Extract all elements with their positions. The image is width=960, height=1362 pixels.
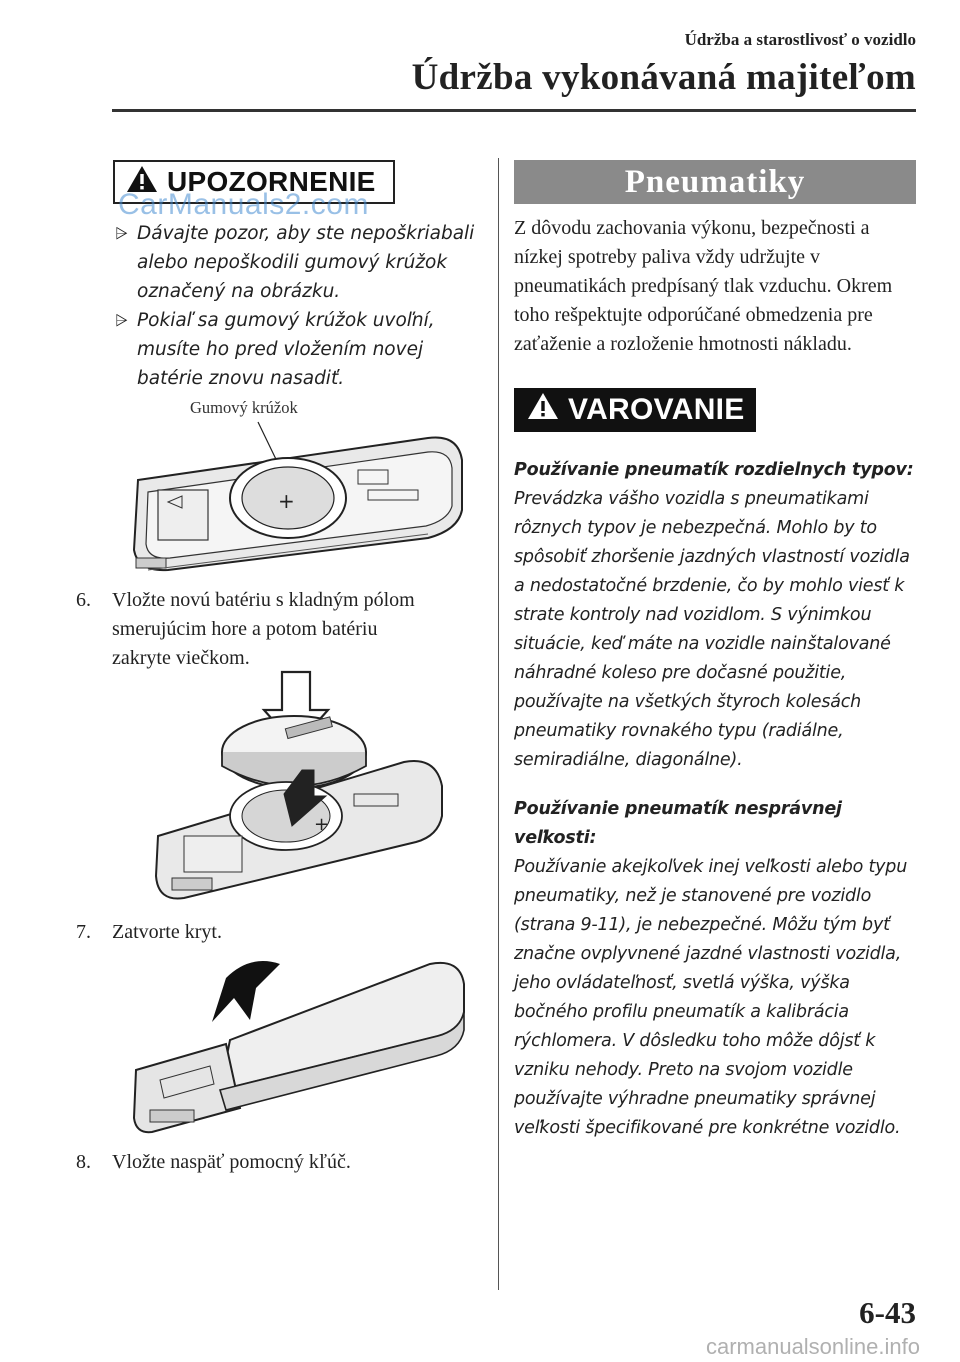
footer-watermark: carmanualsonline.info xyxy=(705,1334,920,1359)
warning-body-wrong-size: Používanie akejkoľvek inej veľkosti alebo typu pneumatiky, než je stanovené pre vozidlo (strana 9-11), je nebezpečné. Môžu tým byť značne ovplyvnené jazdné vlastnosti vozidla, jeho ovládateľnosť, svetlá výška, výška bočného profilu pneumatík a kalibrácia rýchlomera. V dôsledku toho môže dôjsť k vzniku nehody. Preto na svojom vozidle používajte výhradne pneumatiky správnej veľkosti špecifikované pre konkrétne vozidlo. xyxy=(514,857,908,1138)
warning-text xyxy=(514,456,919,1143)
caution-label: UPOZORNENIE xyxy=(167,166,376,197)
section-title: Údržba vykonávaná majiteľom xyxy=(411,57,916,98)
arrow-bullet-icon: ⩥ xyxy=(115,311,128,330)
caution-bullets xyxy=(115,219,490,393)
header-rule xyxy=(112,109,916,112)
svg-text:+: + xyxy=(314,814,330,835)
list-item: ⩥ Dávajte pozor, aby ste nepoškriabali alebo nepoškodili gumový krúžok označený na obrázku. xyxy=(115,219,490,306)
warning-heading-wrong-size: Používanie pneumatík nesprávnej veľkosti: xyxy=(514,799,842,848)
step-7: 7. Zatvorte kryt. xyxy=(76,921,222,943)
key-fob-close-cover-icon xyxy=(130,950,466,1142)
key-fob-open-battery-icon xyxy=(128,420,468,580)
warning-body-mixed-tires: Prevádzka vášho vozidla s pneumatikami rôznych typov je nebezpečná. Mohlo by to spôsobiť zhoršenie jazdných vlastností vozidla a nedostatočné brzdenie, čo by mohlo viesť k strate kontroly nad vozidlom. S výnimkou situácie, keď máte na vozidle nainštalované náhradné koleso pre dočasné použitie, používajte na všetkých štyroch kolesách pneumatiky rovnakého typu (radiálne, semiradiálne, diagonálne). xyxy=(514,489,910,770)
chapter-title: Údržba a starostlivosť o vozidlo xyxy=(684,30,916,49)
warning-heading-mixed-tires: Používanie pneumatík rozdielnych typov: xyxy=(514,460,914,480)
column-divider xyxy=(498,158,499,1290)
warning-badge xyxy=(514,388,756,432)
step-8: 8. Vložte naspäť pomocný kľúč. xyxy=(76,1151,351,1173)
list-item: ⩥ Pokiaľ sa gumový krúžok uvoľní, musíte ho pred vložením novej batérie znovu nasadiť. xyxy=(115,306,490,393)
figure-label-rubber-ring: Gumový krúžok xyxy=(190,398,298,417)
arrow-bullet-icon: ⩥ xyxy=(115,224,128,243)
warning-label: VAROVANIE xyxy=(568,393,745,426)
key-fob-battery-insert-icon xyxy=(154,666,454,912)
svg-text:+: + xyxy=(278,489,295,513)
watermark: CarManuals2.com xyxy=(118,188,369,221)
tires-intro: Z dôvodu zachovania výkonu, bezpečnosti a nízkej spotreby paliva vždy udržujte v pneumatikách predpísaný tlak vzduchu. Okrem toho rešpektujte odporúčané obmedzenia pre zaťaženie a rozloženie hmotnosti nákladu. xyxy=(514,217,893,355)
page-number: 6-43 xyxy=(859,1295,916,1330)
step-6: 6. Vložte novú batériu s kladným pólom smerujúcim hore a potom batériu zakryte viečkom. xyxy=(76,589,415,669)
tires-section-title: Pneumatiky xyxy=(514,160,916,204)
warning-triangle-icon xyxy=(526,391,560,429)
